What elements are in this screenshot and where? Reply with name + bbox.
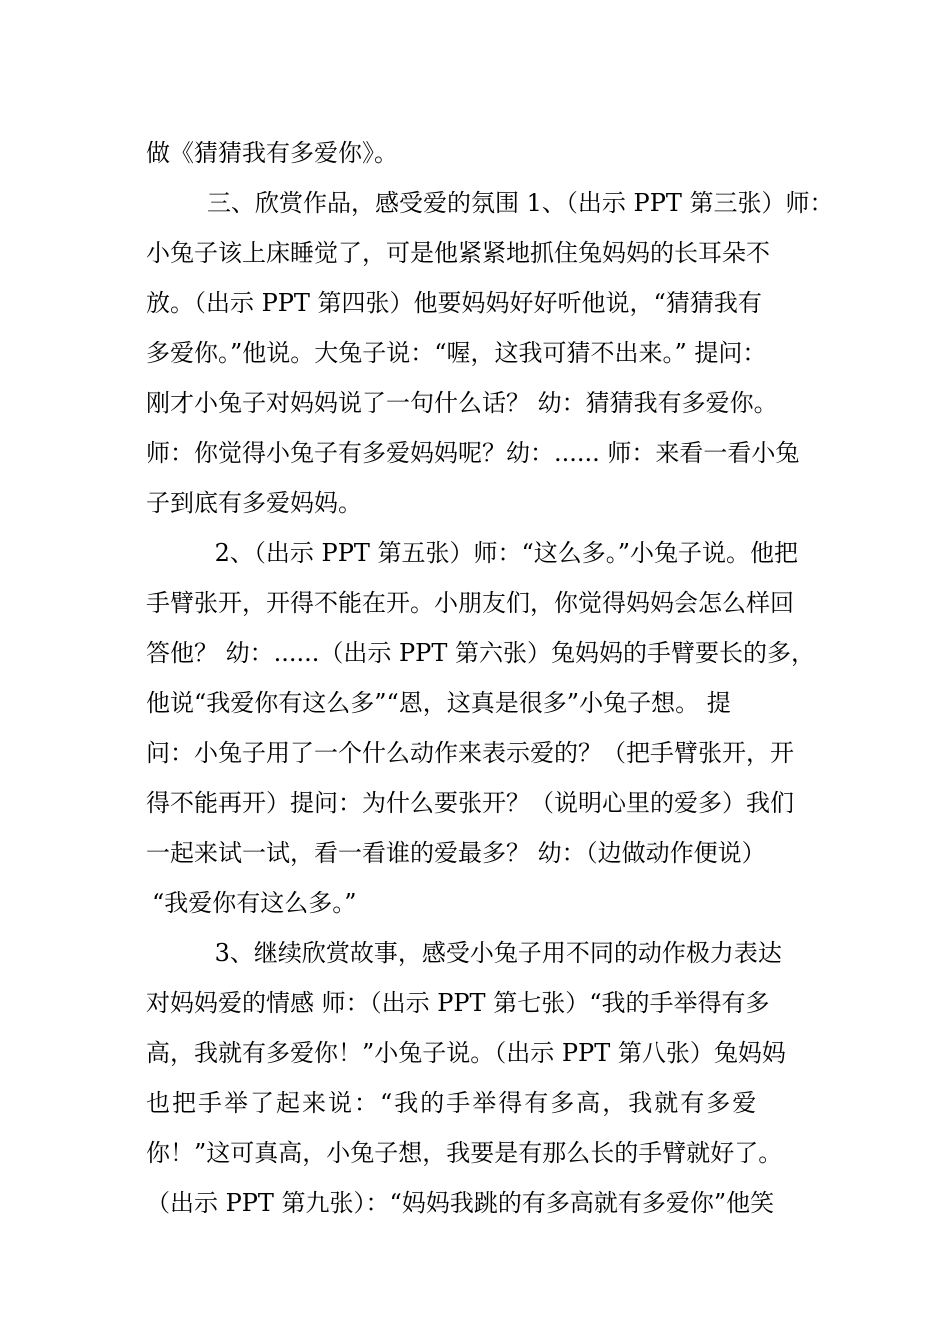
text-line: 三、欣赏作品，感受爱的氛围 1、（出示 PPT 第三张）师： [146, 189, 834, 217]
text-line: 高，我就有多爱你！”小兔子说。（出示 PPT 第八张）兔妈妈 [146, 1039, 786, 1067]
text-line: 也把手举了起来说：“我的手举得有多高，我就有多爱 [146, 1089, 759, 1117]
text-line: 刚才小兔子对妈妈说了一句什么话？ 幼：猜猜我有多爱你。 [146, 389, 778, 417]
text-line: 问：小兔子用了一个什么动作来表示爱的？（把手臂张开，开 [146, 739, 794, 767]
text-line: 2、（出示 PPT 第五张）师：“这么多。”小兔子说。他把 [146, 539, 799, 567]
text-line: 你！”这可真高，小兔子想，我要是有那么长的手臂就好了。 [146, 1139, 783, 1167]
text-line: 手臂张开，开得不能在开。小朋友们，你觉得妈妈会怎么样回 [146, 589, 794, 617]
text-line: 做《猜猜我有多爱你》。 [146, 139, 398, 167]
text-line: 3、继续欣赏故事，感受小兔子用不同的动作极力表达 [146, 939, 782, 967]
text-line: 多爱你。”他说。大兔子说：“喔，这我可猜不出来。” 提问： [146, 339, 767, 367]
text-line: 小兔子该上床睡觉了，可是他紧紧地抓住兔妈妈的长耳朵不 [146, 239, 770, 267]
text-line: “我爱你有这么多。” [152, 889, 357, 917]
text-line: （出示 PPT 第九张）：“妈妈我跳的有多高就有多爱你”他笑 [146, 1189, 775, 1217]
text-line: 得不能再开）提问：为什么要张开？（说明心里的爱多）我们 [146, 789, 794, 817]
document-body [146, 128, 834, 1228]
text-line: 放。（出示 PPT 第四张）他要妈妈好好听他说，“猜猜我有 [146, 289, 762, 317]
text-line: 一起来试一试，看一看谁的爱最多？ 幼：（边做动作便说） [146, 839, 766, 867]
text-line: 师：你觉得小兔子有多爱妈妈呢？幼：...... 师：来看一看小兔 [146, 439, 800, 467]
text-line: 对妈妈爱的情感 师：（出示 PPT 第七张）“我的手举得有多 [146, 989, 770, 1017]
text-line: 子到底有多爱妈妈。 [146, 489, 362, 517]
text-line: 答他？ 幼：......（出示 PPT 第六张）兔妈妈的手臂要长的多， [146, 639, 815, 667]
text-line: 他说“我爱你有这么多”“恩，这真是很多”小兔子想。 提 [146, 689, 731, 717]
